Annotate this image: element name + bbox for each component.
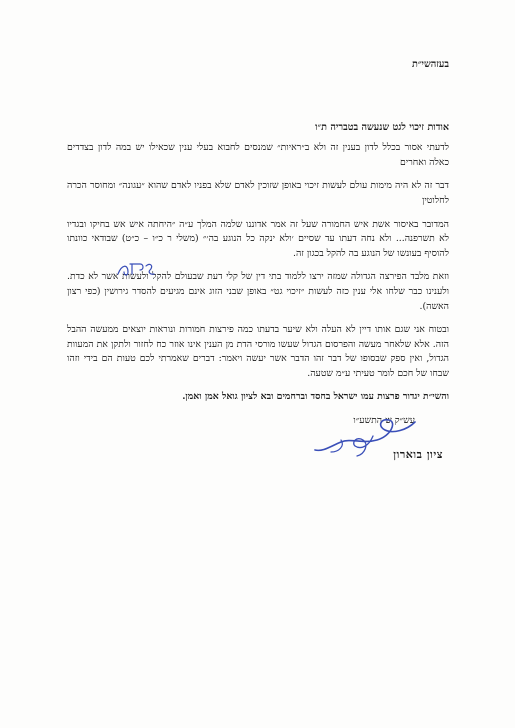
closing-blessing: והשי״ת יגדור פרצות עמו ישראל בחסד וברחמים ובא לציון גואל אמן ואמן. xyxy=(182,390,449,402)
paragraph-1: לדעתי אסור בכלל לדון בענין זה ולא ב״ראיות״ שמנסים לחבוא בעלי ענין שכאילו יש במה לדון בצדדים כאלה ואחרים xyxy=(67,142,449,168)
letter-subject: אודות זיכוי לגט שנעשה בטבריה ת״ו xyxy=(315,121,449,133)
letter-heading: בעזהשי״ת xyxy=(411,59,449,70)
paragraph-2: דבר זה לא היה מימות עולם לעשות זיכוי באופן שזוכין לאדם שלא בפניו לאדם שהוא ״עגונה״ ומחוסר הכרה לחלוטין xyxy=(67,180,449,206)
paragraph-4: וזאת מלבד הפירצה הגדולה שמזה ירצו ללמוד בתי דין של קלי דעת שבעולם להקל ולעשות אשר לא כדת. ולענינו כבר שלחו אלי ענין כזה לעשות ״זיכוי גט״ באופן שבני הזוג אינם מגיעים להסדר גירושין (כפי רצון האשה). xyxy=(67,271,449,312)
signature-date: עש״ק ש התשע״ו xyxy=(353,415,415,427)
signature-block xyxy=(67,414,449,474)
paragraph-3: המדובר באיסור אשת איש החמורה שעל זה אמר אדוננו שלמה המלך ע״ה ״היחתה איש אש בחיקו ובגדיו לא תשרפנה... ולא נחה דעתו עד שסיים ׳ולא ינקה כל הנוגע בה׳״ (משלי ר כ״ו – כ״ט) שבודאי כוונתו להוסיף בעונשו של הנוגע בה להקל בכגון זה. xyxy=(67,218,449,259)
handwritten-margin-mark-icon xyxy=(114,260,158,278)
handwritten-signature-icon xyxy=(311,416,431,460)
paragraph-5: ובטוח אני שגם אותו דיין לא העלה ולא שיער בדעתו כמה פירצות חמורות ונוראות יוצאים ממעשה ההבל הזה. אלא שלאחר מעשה והפרסום הגדול שעשו מורסי הדת מן הענין אינו אוזר כח לחזור ולתקן את המעוות הגדול, ואין ספק שבסופו של דבר זהו הדבר אשר יעשה ויאמר: דברים שאמרתי לכם טעות הם בידי וזהו שבחו של חכם לומר טעיתי ע״מ שטעה. xyxy=(67,324,449,379)
signature-name: ציון בוארון xyxy=(393,447,443,461)
